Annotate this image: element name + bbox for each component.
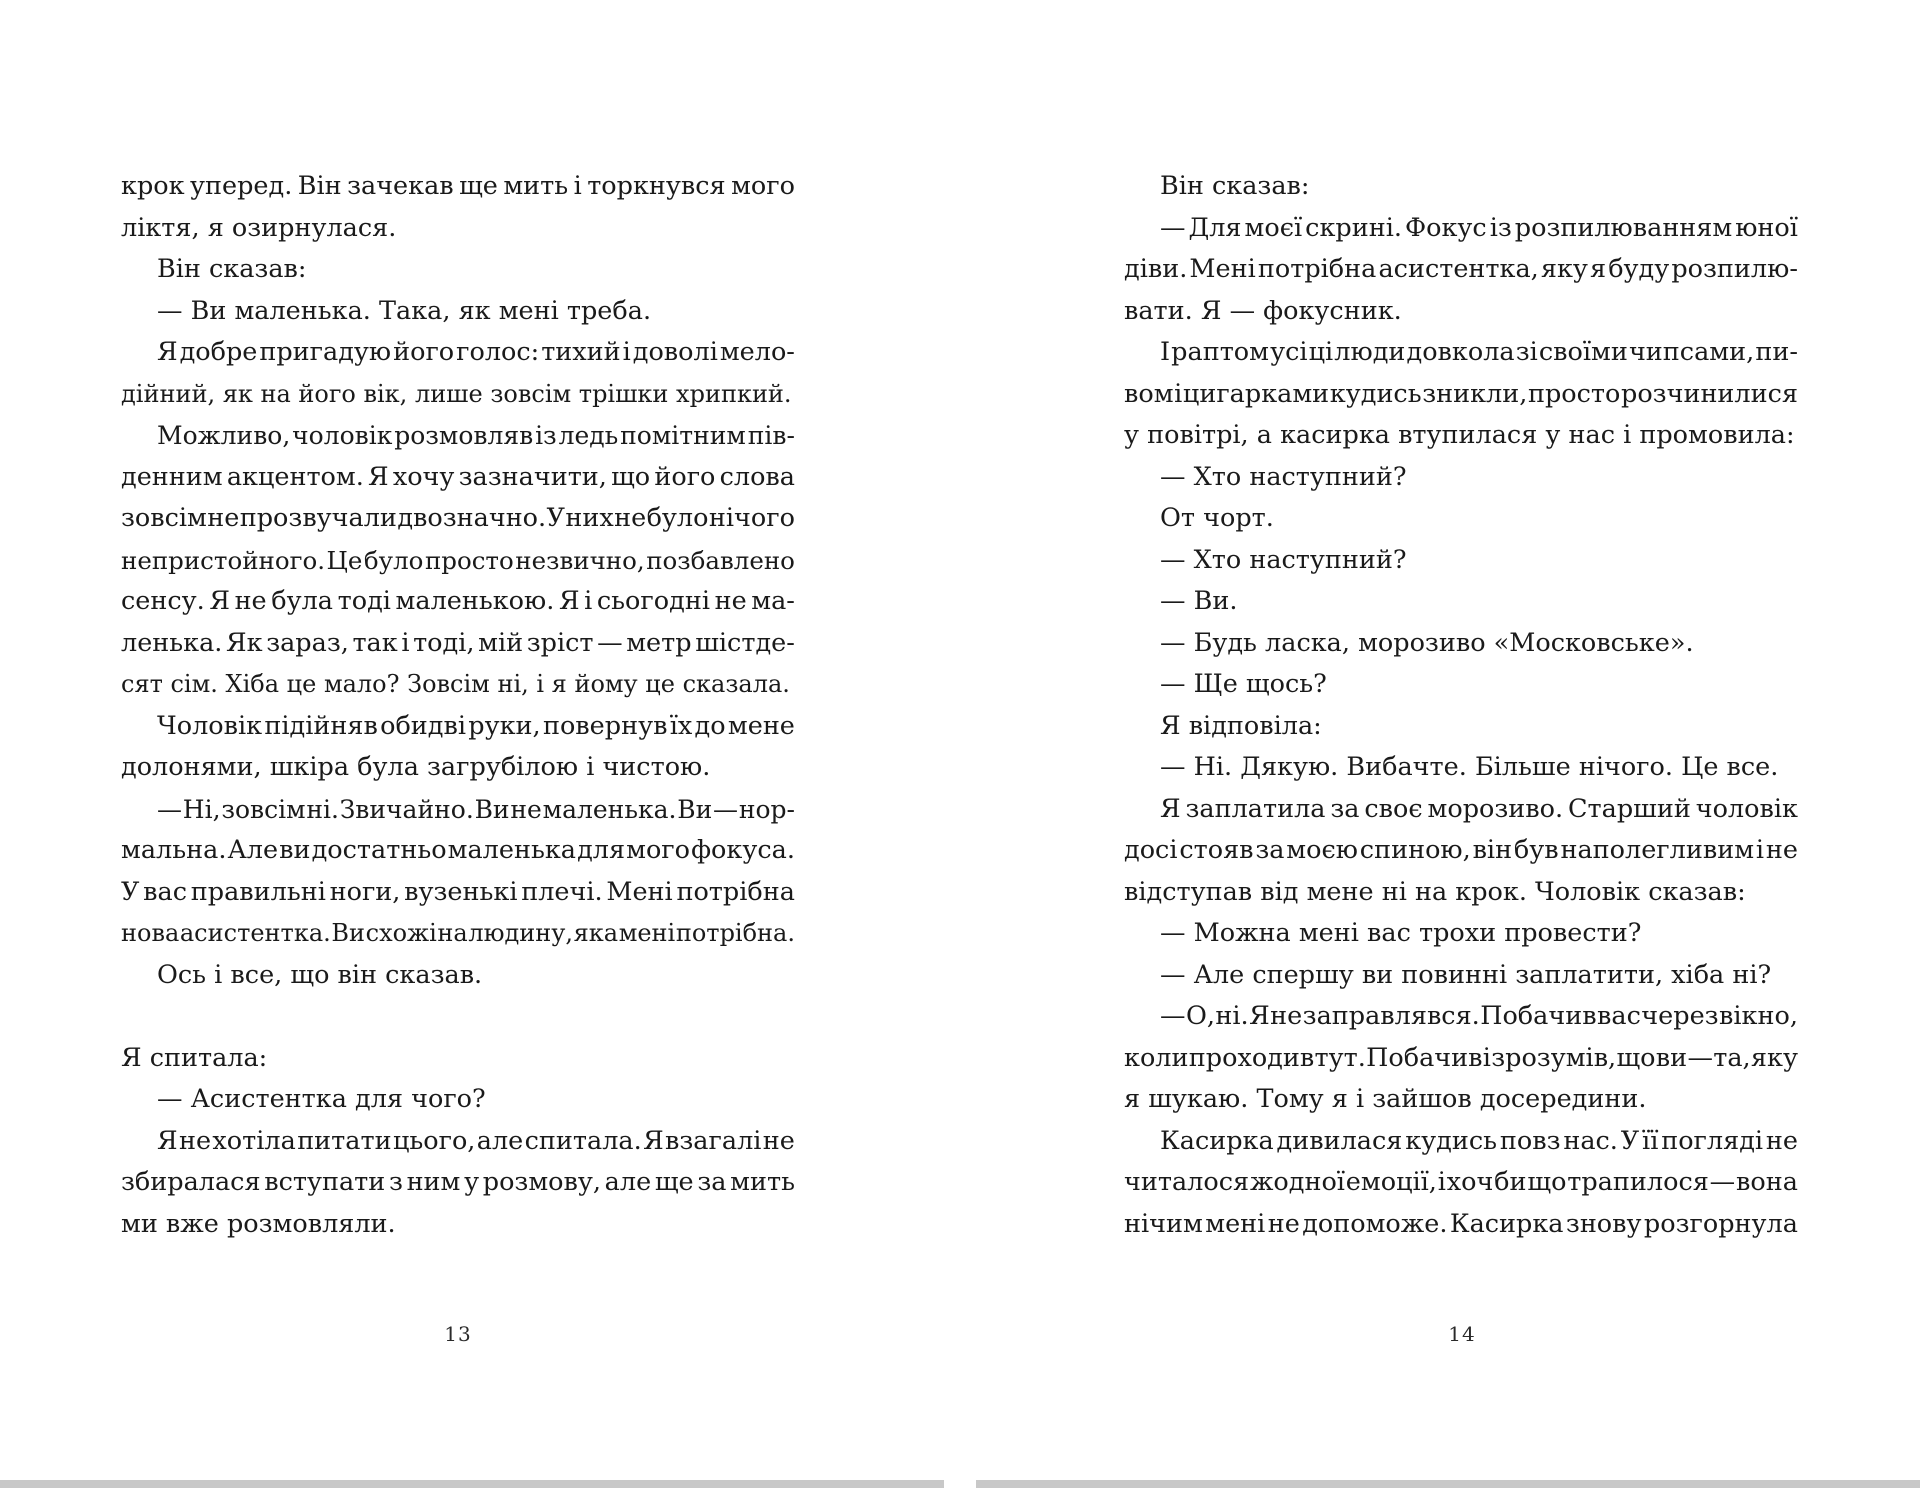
page-number-right: 14 bbox=[1448, 1322, 1476, 1346]
text-line: сят сім. Хіба це мало? Зовсім ні, і я йому це сказала. bbox=[121, 670, 790, 698]
text-line: денним акцентом. Я хочу зазначити, що його слова bbox=[121, 461, 795, 492]
text-line: — О, ні. Я не заправлявся. Побачив вас через вікно, bbox=[1160, 1001, 1798, 1031]
text-line: Касирка дивилася кудись повз нас. У її погляді не bbox=[1160, 1125, 1798, 1156]
text-line: коли проходив тут. Побачив і зрозумів, що ви — та, яку bbox=[1124, 1042, 1798, 1073]
text-line: вом і цигарками кудись зникли, просто розчинилися bbox=[1124, 378, 1798, 409]
text-line: — Ні, зовсім ні. Звичайно. Ви не маленька. Ви — нор- bbox=[157, 794, 795, 824]
text-line: — Хто наступний? bbox=[1160, 544, 1407, 575]
text-line: вати. Я — фокусник. bbox=[1124, 295, 1402, 326]
text-line: долонями, шкіра була загрубілою і чистою. bbox=[121, 752, 711, 782]
text-line: Я добре пригадую його голос: тихий і доволі мело- bbox=[157, 337, 795, 367]
page-number-left: 13 bbox=[444, 1322, 472, 1346]
right-page bbox=[976, 0, 1920, 1488]
page-edge-right bbox=[976, 1480, 1920, 1488]
text-line: Я заплатила за своє морозиво. Старший чоловік bbox=[1160, 793, 1798, 824]
text-line: непристойного. Це було просто незвично, позбавлено bbox=[121, 545, 795, 575]
text-line: досі стояв за моєю спиною, він був наполегливим і не bbox=[1124, 835, 1798, 865]
text-line: ліктя, я озирнулася. bbox=[121, 212, 397, 243]
text-line: Він сказав: bbox=[157, 254, 307, 284]
text-line: І раптом усі ці люди довкола зі своїми чипсами, пи- bbox=[1160, 337, 1798, 367]
text-line: мальна. Але ви достатньо маленька для мого фокуса. bbox=[121, 835, 795, 865]
text-line: От чорт. bbox=[1160, 503, 1274, 533]
text-line: нова асистентка. Ви схожі на людину, яка мені потрібна. bbox=[121, 919, 795, 947]
text-line: Чоловік підійняв обидві руки, повернув їх до мене bbox=[157, 710, 795, 741]
text-line: — Ви. bbox=[1160, 586, 1238, 616]
gutter bbox=[944, 0, 976, 1488]
text-line: зовсім не прозвучали двозначно. У них не було нічого bbox=[121, 503, 795, 533]
text-line: нічим мені не допоможе. Касирка знову розгорнула bbox=[1124, 1208, 1798, 1239]
text-line: збиралася вступати з ним у розмову, але ще за мить bbox=[121, 1167, 795, 1197]
text-line: — Асистентка для чого? bbox=[157, 1084, 486, 1114]
text-line: Я відповіла: bbox=[1160, 710, 1322, 741]
text-line bbox=[121, 996, 795, 1038]
text-line: Ось і все, що він сказав. bbox=[157, 959, 483, 990]
text-line: відступав від мене ні на крок. Чоловік сказав: bbox=[1124, 876, 1746, 907]
left-page-text bbox=[121, 166, 795, 1245]
text-line: у повітрі, а касирка втупилася у нас і промовила: bbox=[1124, 420, 1795, 450]
page-edge-left bbox=[0, 1480, 944, 1488]
text-line: ми вже розмовляли. bbox=[121, 1208, 396, 1239]
text-line: — Ще щось? bbox=[1160, 669, 1327, 699]
text-line: читалося жодної емоції, і хоч би що трапилося — вона bbox=[1124, 1167, 1798, 1197]
text-line: Я не хотіла питати цього, але спитала. Я взагалі не bbox=[157, 1125, 795, 1156]
text-line: Я спитала: bbox=[121, 1042, 268, 1073]
text-line: крок уперед. Він зачекав ще мить і торкнувся мого bbox=[121, 171, 795, 201]
text-line: — Ви маленька. Така, як мені треба. bbox=[157, 295, 652, 326]
text-line: — Хто наступний? bbox=[1160, 461, 1407, 492]
text-line: — Можна мені вас трохи провести? bbox=[1160, 918, 1642, 948]
text-line: Він сказав: bbox=[1160, 171, 1310, 201]
text-line: дійний, як на його вік, лише зовсім трішки хрипкий. bbox=[121, 379, 792, 408]
text-line: Можливо, чоловік розмовляв із ледь помітним пів- bbox=[157, 421, 795, 450]
text-line: — Ні. Дякую. Вибачте. Більше нічого. Це все. bbox=[1160, 752, 1779, 782]
text-line: У вас правильні ноги, вузенькі плечі. Мені потрібна bbox=[121, 876, 795, 907]
text-line: сенсу. Я не була тоді маленькою. Я і сьогодні не ма- bbox=[121, 586, 795, 616]
left-page bbox=[0, 0, 944, 1488]
right-page-text bbox=[1124, 166, 1798, 1245]
text-line: — Але спершу ви повинні заплатити, хіба ні? bbox=[1160, 959, 1772, 990]
text-line: ленька. Як зараз, так і тоді, мій зріст — метр шістде- bbox=[121, 627, 795, 658]
text-line: — Для моєї скрині. Фокус із розпилюванням юної bbox=[1160, 212, 1798, 243]
text-line: діви. Мені потрібна асистентка, яку я буду розпилю- bbox=[1124, 254, 1798, 284]
text-line: я шукаю. Тому я і зайшов досередини. bbox=[1124, 1084, 1647, 1114]
text-line: — Будь ласка, морозиво «Московське». bbox=[1160, 627, 1694, 658]
